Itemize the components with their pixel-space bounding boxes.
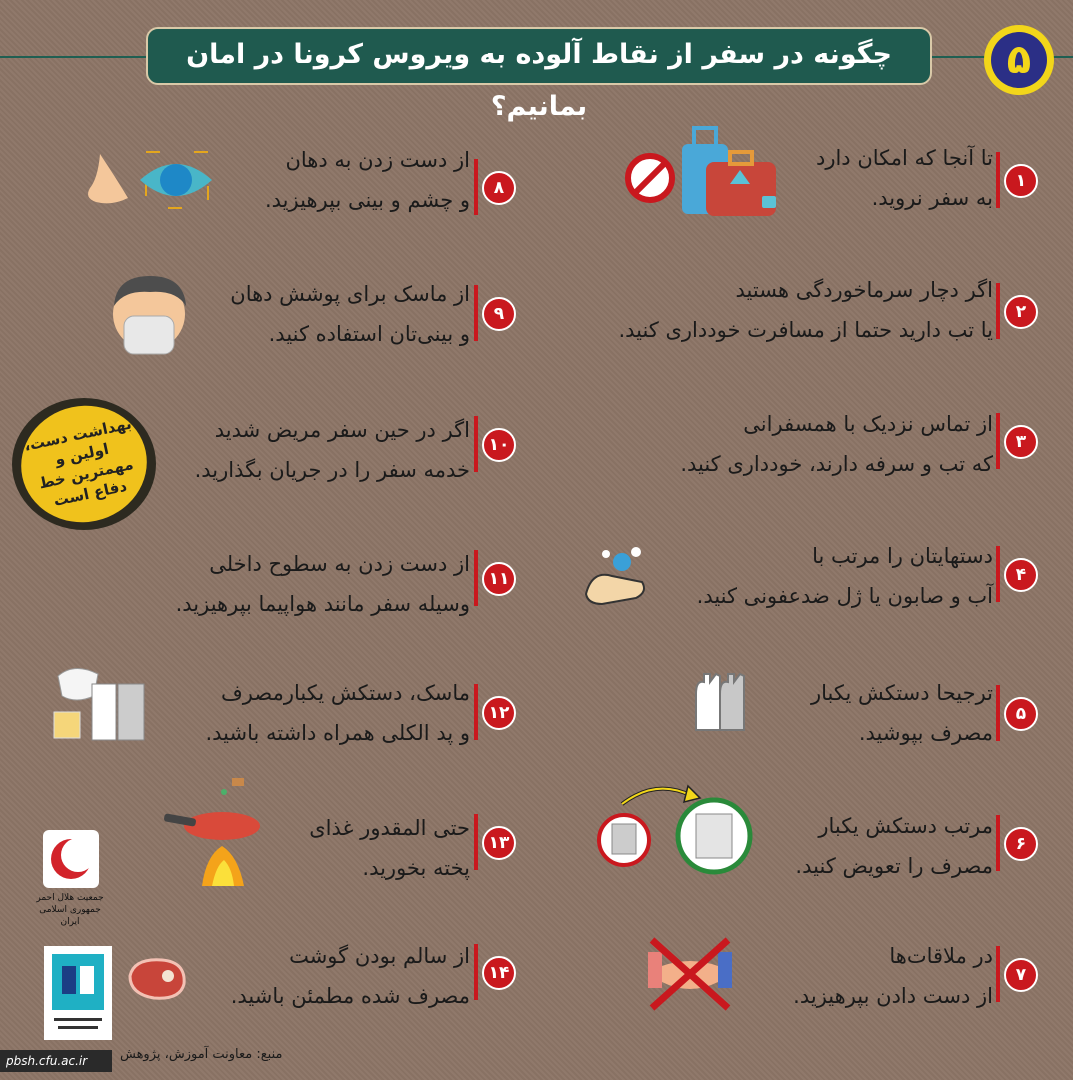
item-number: ۹ <box>482 297 516 331</box>
gloves-swap-icon <box>596 782 756 882</box>
item-bar <box>996 152 1000 208</box>
item-bar <box>996 413 1000 469</box>
institution-logo <box>44 946 112 1040</box>
item-bar <box>474 285 478 341</box>
item-text-line2: از دست دادن بپرهیزید. <box>793 984 993 1008</box>
item-text-line2: مصرف شده مطمئن باشید. <box>230 984 470 1008</box>
item-text-line2: مصرف بپوشید. <box>858 721 993 745</box>
item-bar <box>996 283 1000 339</box>
item-number: ۲ <box>1004 295 1038 329</box>
red-crescent-caption: جمعیت هلال احمر جمهوری اسلامی ایران <box>36 893 104 927</box>
item-text-line1: از سالم بودن گوشت <box>289 944 470 968</box>
item-number: ۵ <box>1004 697 1038 731</box>
item-text-line1: اگر در حین سفر مریض شدید <box>214 418 470 442</box>
watermark: pbsh.cfu.ac.ir <box>0 1050 112 1072</box>
item-text-line1: حتی المقدور غذای <box>309 816 470 840</box>
luggage-prohibited-icon <box>622 122 782 222</box>
item-number: ۷ <box>1004 958 1038 992</box>
item-text-line1: از تماس نزدیک با همسفرانی <box>743 412 993 436</box>
item-number: ۳ <box>1004 425 1038 459</box>
section-number-badge <box>984 25 1054 95</box>
item-number: ۱۱ <box>482 562 516 596</box>
item-number: ۶ <box>1004 827 1038 861</box>
item-text-line1: در ملاقات‌ها <box>889 944 993 968</box>
item-number: ۱۰ <box>482 428 516 462</box>
item-bar <box>474 550 478 606</box>
hand-hygiene-note-badge <box>12 398 156 530</box>
mask-gloves-pad-icon <box>52 658 150 744</box>
item-text-line2: آب و صابون یا ژل ضدعفونی کنید. <box>696 584 993 608</box>
item-text-line2: وسیله سفر مانند هواپیما بپرهیزید. <box>175 592 470 616</box>
item-text-line2: خدمه سفر را در جریان بگذارید. <box>194 458 470 482</box>
hand-washing-icon <box>582 542 652 608</box>
item-bar <box>474 944 478 1000</box>
item-bar <box>996 685 1000 741</box>
eye-nose-icon <box>82 148 212 214</box>
face-mask-icon <box>106 270 192 360</box>
item-bar <box>996 946 1000 1002</box>
item-text-line2: پخته بخورید. <box>362 856 470 880</box>
item-number: ۴ <box>1004 558 1038 592</box>
item-bar <box>474 416 478 472</box>
item-text-line1: ترجیحا دستکش یکبار <box>810 681 993 705</box>
item-number: ۱۴ <box>482 956 516 990</box>
item-text-line1: مرتب دستکش یکبار <box>818 814 993 838</box>
item-text-line2: و پد الکلی همراه داشته باشید. <box>205 721 470 745</box>
item-text-line1: ماسک، دستکش یکبارمصرف <box>221 681 470 705</box>
section-number: ۵ <box>991 32 1047 88</box>
no-handshake-icon <box>640 936 740 1012</box>
hand-hygiene-note: بهداشت دست، اولین و مهمترین خط دفاع است <box>10 394 157 534</box>
item-text-line1: دستهایتان را مرتب با <box>812 544 993 568</box>
cooking-pan-icon <box>162 776 272 890</box>
item-text-line2: به سفر نروید. <box>871 186 993 210</box>
gloves-icon <box>690 670 750 736</box>
meat-icon <box>124 954 190 1004</box>
item-number: ۱ <box>1004 164 1038 198</box>
item-text-line2: و بینی‌تان استفاده کنید. <box>268 322 470 346</box>
source-text: منبع: معاونت آموزش، پژوهش <box>120 1047 283 1062</box>
item-bar <box>474 684 478 740</box>
item-number: ۸ <box>482 171 516 205</box>
item-text-line1: از دست زدن به دهان <box>285 148 470 172</box>
item-bar <box>474 159 478 215</box>
item-text-line1: تا آنجا که امکان دارد <box>815 146 993 170</box>
page-title: چگونه در سفر از نقاط آلوده به ویروس کرونا در امان بمانیم؟ <box>146 27 932 85</box>
item-text-line2: یا تب دارید حتما از مسافرت خودداری کنید. <box>618 318 993 342</box>
item-bar <box>996 546 1000 602</box>
item-text-line1: از ماسک برای پوشش دهان <box>230 282 470 306</box>
item-bar <box>474 814 478 870</box>
item-number: ۱۳ <box>482 826 516 860</box>
item-text-line2: مصرف را تعویض کنید. <box>795 854 993 878</box>
item-text-line1: اگر دچار سرماخوردگی هستید <box>735 278 993 302</box>
item-bar <box>996 815 1000 871</box>
item-text-line1: از دست زدن به سطوح داخلی <box>209 552 470 576</box>
item-text-line2: که تب و سرفه دارند، خودداری کنید. <box>680 452 993 476</box>
item-number: ۱۲ <box>482 696 516 730</box>
item-text-line2: و چشم و بینی بپرهیزید. <box>264 188 470 212</box>
